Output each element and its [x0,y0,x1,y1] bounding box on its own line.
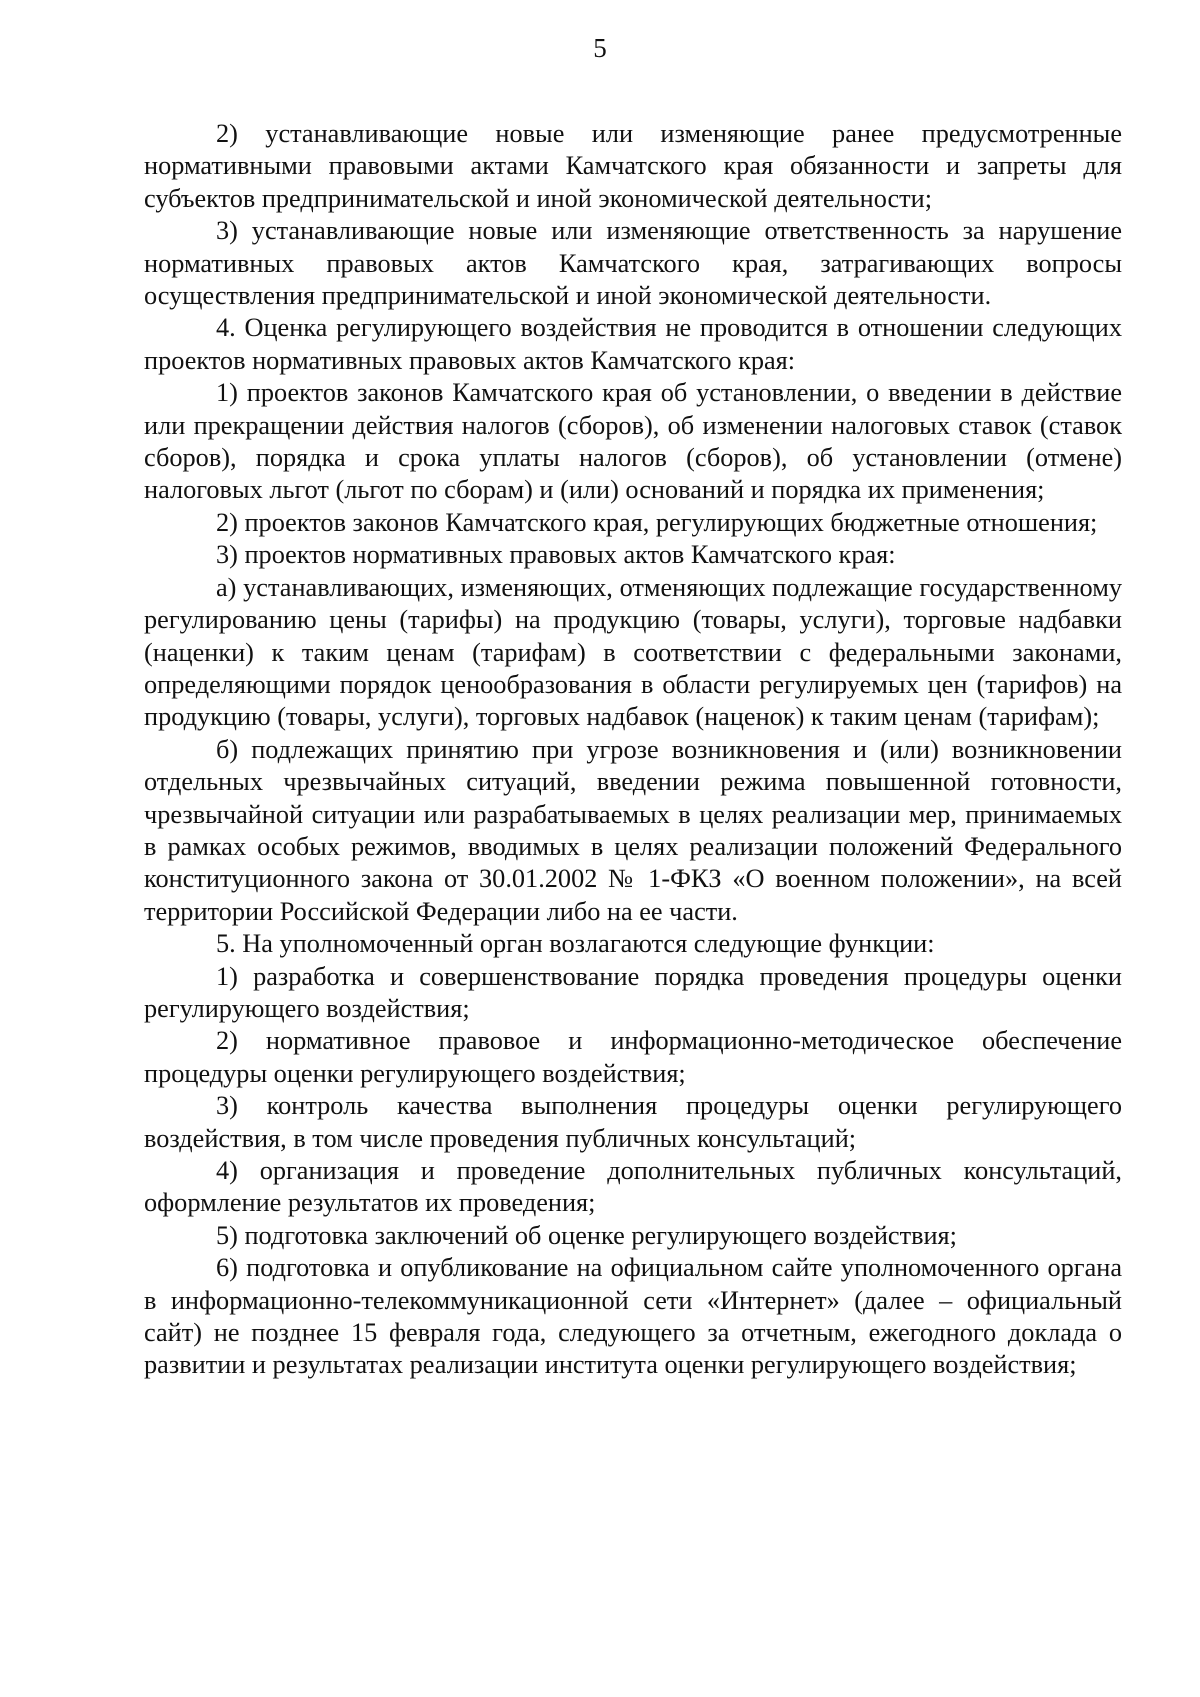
paragraph-function-4: 4) организация и проведение дополнительных публичных консультаций, оформление результатов их проведения; [144,1156,1122,1218]
paragraph-item-1-tax-laws: 1) проектов законов Камчатского края об установлении, о введении в действие или прекращении действия налогов (сборов), об изменении налоговых ставок (ставок сборов), порядка и срока уплаты налогов (сборов), об установлении (отмене) налоговых льгот (льгот по сборам) и (или) оснований и порядка их применения; [144,378,1122,505]
paragraph-function-3: 3) контроль качества выполнения процедуры оценки регулирующего воздействия, в том числе проведения публичных консультаций; [144,1091,1122,1153]
paragraph-item-3-liability: 3) устанавливающие новые или изменяющие ответственность за нарушение нормативных правовых актов Камчатского края, затрагивающих вопросы осуществления предпринимательской и иной экономической деятельности. [144,216,1122,311]
document-body [144,118,1122,1382]
page-number: 5 [593,33,607,63]
paragraph-section-5: 5. На уполномоченный орган возлагаются следующие функции: [216,929,935,959]
paragraph-function-6: 6) подготовка и опубликование на официальном сайте уполномоченного органа в информационно-телекоммуникационной сети «Интернет» (далее – официальный сайт) не позднее 15 февраля года, следующего за отчетным, ежегодного доклада о развитии и результатах реализации института оценки регулирующего воздействия; [144,1253,1122,1380]
paragraph-function-2: 2) нормативное правовое и информационно-методическое обеспечение процедуры оценки регулирующего воздействия; [144,1026,1122,1088]
paragraph-section-4: 4. Оценка регулирующего воздействия не проводится в отношении следующих проектов нормативных правовых актов Камчатского края: [144,313,1122,375]
paragraph-subitem-a-prices: а) устанавливающих, изменяющих, отменяющих подлежащие государственному регулированию цены (тарифы) на продукцию (товары, услуги), торговые надбавки (наценки) к таким ценам (тарифам) в соответствии с федеральными законами, определяющими порядок ценообразования в области регулируемых цен (тарифов) на продукцию (товары, услуги), торговых надбавок (наценок) к таким ценам (тарифам); [144,572,1122,732]
paragraph-function-5: 5) подготовка заключений об оценке регулирующего воздействия; [216,1220,957,1250]
paragraph-function-1: 1) разработка и совершенствование порядка проведения процедуры оценки регулирующего воздействия; [144,961,1122,1023]
paragraph-item-2-budget-laws: 2) проектов законов Камчатского края, регулирующих бюджетные отношения; [216,507,1098,537]
paragraph-item-2-obligations: 2) устанавливающие новые или изменяющие ранее предусмотренные нормативными правовыми актами Камчатского края обязанности и запреты для субъектов предпринимательской и иной экономической деятельности; [144,119,1122,213]
paragraph-item-3-regulatory-acts: 3) проектов нормативных правовых актов Камчатского края: [216,540,896,570]
paragraph-subitem-b-emergency: б) подлежащих принятию при угрозе возникновения и (или) возникновении отдельных чрезвычайных ситуаций, введении режима повышенной готовности, чрезвычайной ситуации или разрабатываемых в целях реализации мер, принимаемых в рамках особых режимов, вводимых в целях реализации положений Федерального конституционного закона от 30.01.2002 № 1-ФКЗ «О военном положении», на всей территории Российской Федерации либо на ее части. [144,734,1122,926]
